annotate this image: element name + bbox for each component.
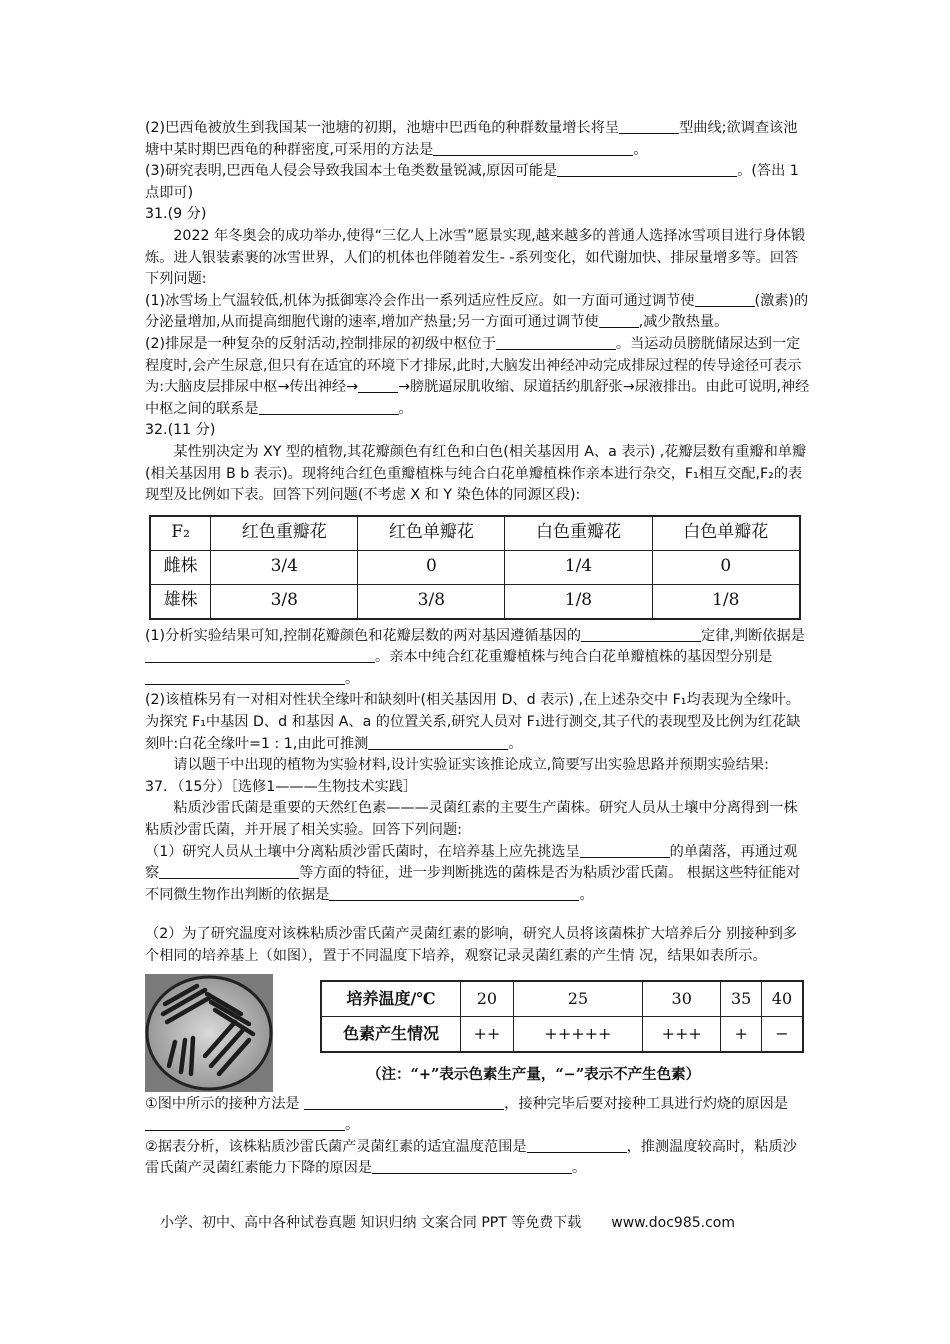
answer-blank[interactable] xyxy=(580,843,670,858)
q32-part1: (1)分析实验结果可知,控制花瓣颜色和花瓣层数的两对基因遵循基因的 定律,判断依据是。亲本中纯合红花重瓣植株与纯合白花单瓣植株的基因型分别是。 xyxy=(145,627,805,687)
table-cell: 30 xyxy=(643,981,721,1017)
table-header-cell: 培养温度/℃ xyxy=(321,981,461,1017)
table-header-cell: 红色单瓣花 xyxy=(358,516,505,551)
table-row xyxy=(321,981,803,1017)
table-header-cell: 色素产生情况 xyxy=(321,1016,461,1052)
table-cell: +++ xyxy=(643,1016,721,1052)
answer-blank[interactable] xyxy=(695,292,755,307)
answer-blank[interactable] xyxy=(259,400,399,415)
table-cell: 0 xyxy=(652,550,800,584)
q31-part1: (1)冰雪场上气温较低,机体为抵御寒冷会作出一系列适应性反应。如一方面可通过调节使 (激素)的分泌量增加,从而提高细胞代谢的速率,增加产热量;另一方面可通过调节使 ,减少散热量。 xyxy=(145,292,809,331)
answer-blank[interactable] xyxy=(145,1116,345,1131)
q37-part2: （2）为了研究温度对该株粘质沙雷氏菌产灵菌红素的影响，研究人员将该菌株扩大培养后分 别接种到多个相同的培养基上（如图），置于不同温度下培养，观察记录灵菌红素的产生情 况，结果如表所示。 xyxy=(145,926,797,964)
table-note: （注：“+”表示色素生产量，“−”表示不产生色素） xyxy=(367,1065,701,1083)
answer-blank[interactable] xyxy=(599,313,639,328)
table-row xyxy=(150,550,800,584)
table-header-cell: 白色单瓣花 xyxy=(652,516,800,551)
table-row xyxy=(321,1016,803,1052)
table-cell: 3/8 xyxy=(211,584,358,619)
table-cell: 40 xyxy=(761,981,803,1017)
figure-area xyxy=(145,972,810,1094)
table-cell: 0 xyxy=(358,550,505,584)
f2-ratio-table xyxy=(149,515,801,620)
table-cell: 1/8 xyxy=(652,584,800,619)
answer-blank[interactable] xyxy=(372,1159,572,1174)
petri-dish-streak-image xyxy=(145,974,273,1092)
table-cell: 1/8 xyxy=(505,584,652,619)
table-cell: +++++ xyxy=(513,1016,642,1052)
table-header-row xyxy=(150,516,800,551)
q31-part2: (2)排尿是一种复杂的反射活动,控制排尿的初级中枢位于 。当运动员膀胱储尿达到一定程度时,会产生尿意,但只有在适宜的环境下才排尿,此时,大脑发出神经冲动完成排尿过程的传导途径可表示为:大脑皮层排尿中枢→传出神经→ →膀胱逼尿肌收缩、尿道括约肌舒张→尿液排出。由此可说明,神经中枢之间的联系是 。 xyxy=(145,335,810,417)
q37-intro: 粘质沙雷氏菌是重要的天然红色素———灵菌红素的主要生产菌株。研究人员从土壤中分离得到一株粘质沙雷氏菌，并开展了相关实验。回答下列问题: xyxy=(145,800,798,839)
answer-blank[interactable] xyxy=(358,378,398,393)
answer-blank[interactable] xyxy=(433,141,633,156)
q32-part2: (2)该植株另有一对相对性状全缘叶和缺刻叶(相关基因用 D、d 表示) ,在上述杂交中 F₁均表现为全缘叶。为探究 F₁中基因 D、d 和基因 A、a 的位置关系,研究人员对 F₁进行测交,其子代的表现型及比例为红花缺刻叶:白花全缘叶=1 : 1,由此可推测 。 xyxy=(145,692,801,752)
q37-sub2: ②据表分析，该株粘质沙雷氏菌产灵菌红素的适宜温度范围是 ，推测温度较高时，粘质沙雷氏菌产灵菌红素能力下降的原因是 。 xyxy=(145,1138,797,1177)
page-footer xyxy=(160,1212,735,1232)
q37-heading: 37．（15分）［选修1———生物技术实践］ xyxy=(145,778,418,795)
table-cell: 20 xyxy=(461,981,514,1017)
table-cell: 35 xyxy=(721,981,762,1017)
q32-part2-task: 请以题干中出现的植物为实验材料,设计实验证实该推论成立,简要写出实验思路并预期实验结果: xyxy=(173,757,769,774)
answer-blank[interactable] xyxy=(496,335,616,350)
table-cell: 25 xyxy=(513,981,642,1017)
q31-heading: 31.(9 分) xyxy=(145,206,207,223)
table-cell: − xyxy=(761,1016,803,1052)
table-header-cell: 白色重瓣花 xyxy=(505,516,652,551)
q30-part2: (2)巴西龟被放生到我国某一池塘的初期，池塘中巴西龟的种群数量增长将呈 型曲线;欲调查该池塘中某时期巴西龟的种群密度,可采用的方法是 。 xyxy=(145,120,798,158)
answer-blank[interactable] xyxy=(145,648,375,663)
footer-text: 小学、初中、高中各种试卷真题 知识归纳 文案合同 PPT 等免费下载 xyxy=(160,1215,582,1231)
answer-blank[interactable] xyxy=(527,1138,627,1153)
table-row xyxy=(150,584,800,619)
q32-intro: 某性别决定为 XY 型的植物,其花瓣颜色有红色和白色(相关基因用 A、a 表示) ,花瓣层数有重瓣和单瓣(相关基因用 B b 表示)。现将纯合红色重瓣植株与纯合白花单瓣植株作亲本进行杂交，F₁相互交配,F₂的表现型及比例如下表。回答下列问题(不考虑 X 和 Y 染色体的同源区段): xyxy=(145,443,807,504)
temperature-pigment-table xyxy=(320,980,804,1053)
table-cell: 1/4 xyxy=(505,550,652,584)
exam-page xyxy=(145,118,810,1180)
q30-part3: (3)研究表明,巴西龟人侵会导致我国本土龟类数量锐减,原因可能是 。(答出 1 点即可) xyxy=(145,163,799,201)
footer-url[interactable]: www.doc985.com xyxy=(611,1215,735,1231)
answer-blank[interactable] xyxy=(304,1095,504,1110)
answer-blank[interactable] xyxy=(368,735,508,750)
answer-blank[interactable] xyxy=(619,119,679,134)
table-cell: 3/8 xyxy=(358,584,505,619)
table-cell: + xyxy=(721,1016,762,1052)
q32-heading: 32.(11 分) xyxy=(145,422,216,439)
table-cell: ++ xyxy=(461,1016,514,1052)
answer-blank[interactable] xyxy=(329,886,579,901)
table-cell: 雄株 xyxy=(150,584,211,619)
q31-intro: 2022 年冬奥会的成功举办,使得“三亿人上冰雪”愿景实现,越来越多的普通人选择冰雪项目进行身体锻炼。进人银装素裹的冰雪世界，人们的机体也伴随着发生- -系列变化，如代谢加快、排尿量增多等。回答下列问题: xyxy=(145,227,806,288)
q37-sub1: ①图中所示的接种方法是 ，接种完毕后要对接种工具进行灼烧的原因是。 xyxy=(145,1095,788,1134)
table-cell: 3/4 xyxy=(211,550,358,584)
table-header-cell: F₂ xyxy=(150,516,211,551)
q37-part1: （1）研究人员从土壤中分离粘质沙雷氏菌时，在培养基上应先挑选呈 的单菌落，再通过观察 等方面的特征，进一步判断挑选的菌株是否为粘质沙雷氏菌。 根据这些特征能对不同微生物作出判断的依据是 。 xyxy=(145,843,801,903)
answer-blank[interactable] xyxy=(557,162,737,177)
answer-blank[interactable] xyxy=(159,864,299,879)
table-cell: 雌株 xyxy=(150,550,211,584)
answer-blank[interactable] xyxy=(145,670,345,685)
table-header-cell: 红色重瓣花 xyxy=(211,516,358,551)
answer-blank[interactable] xyxy=(581,627,701,642)
